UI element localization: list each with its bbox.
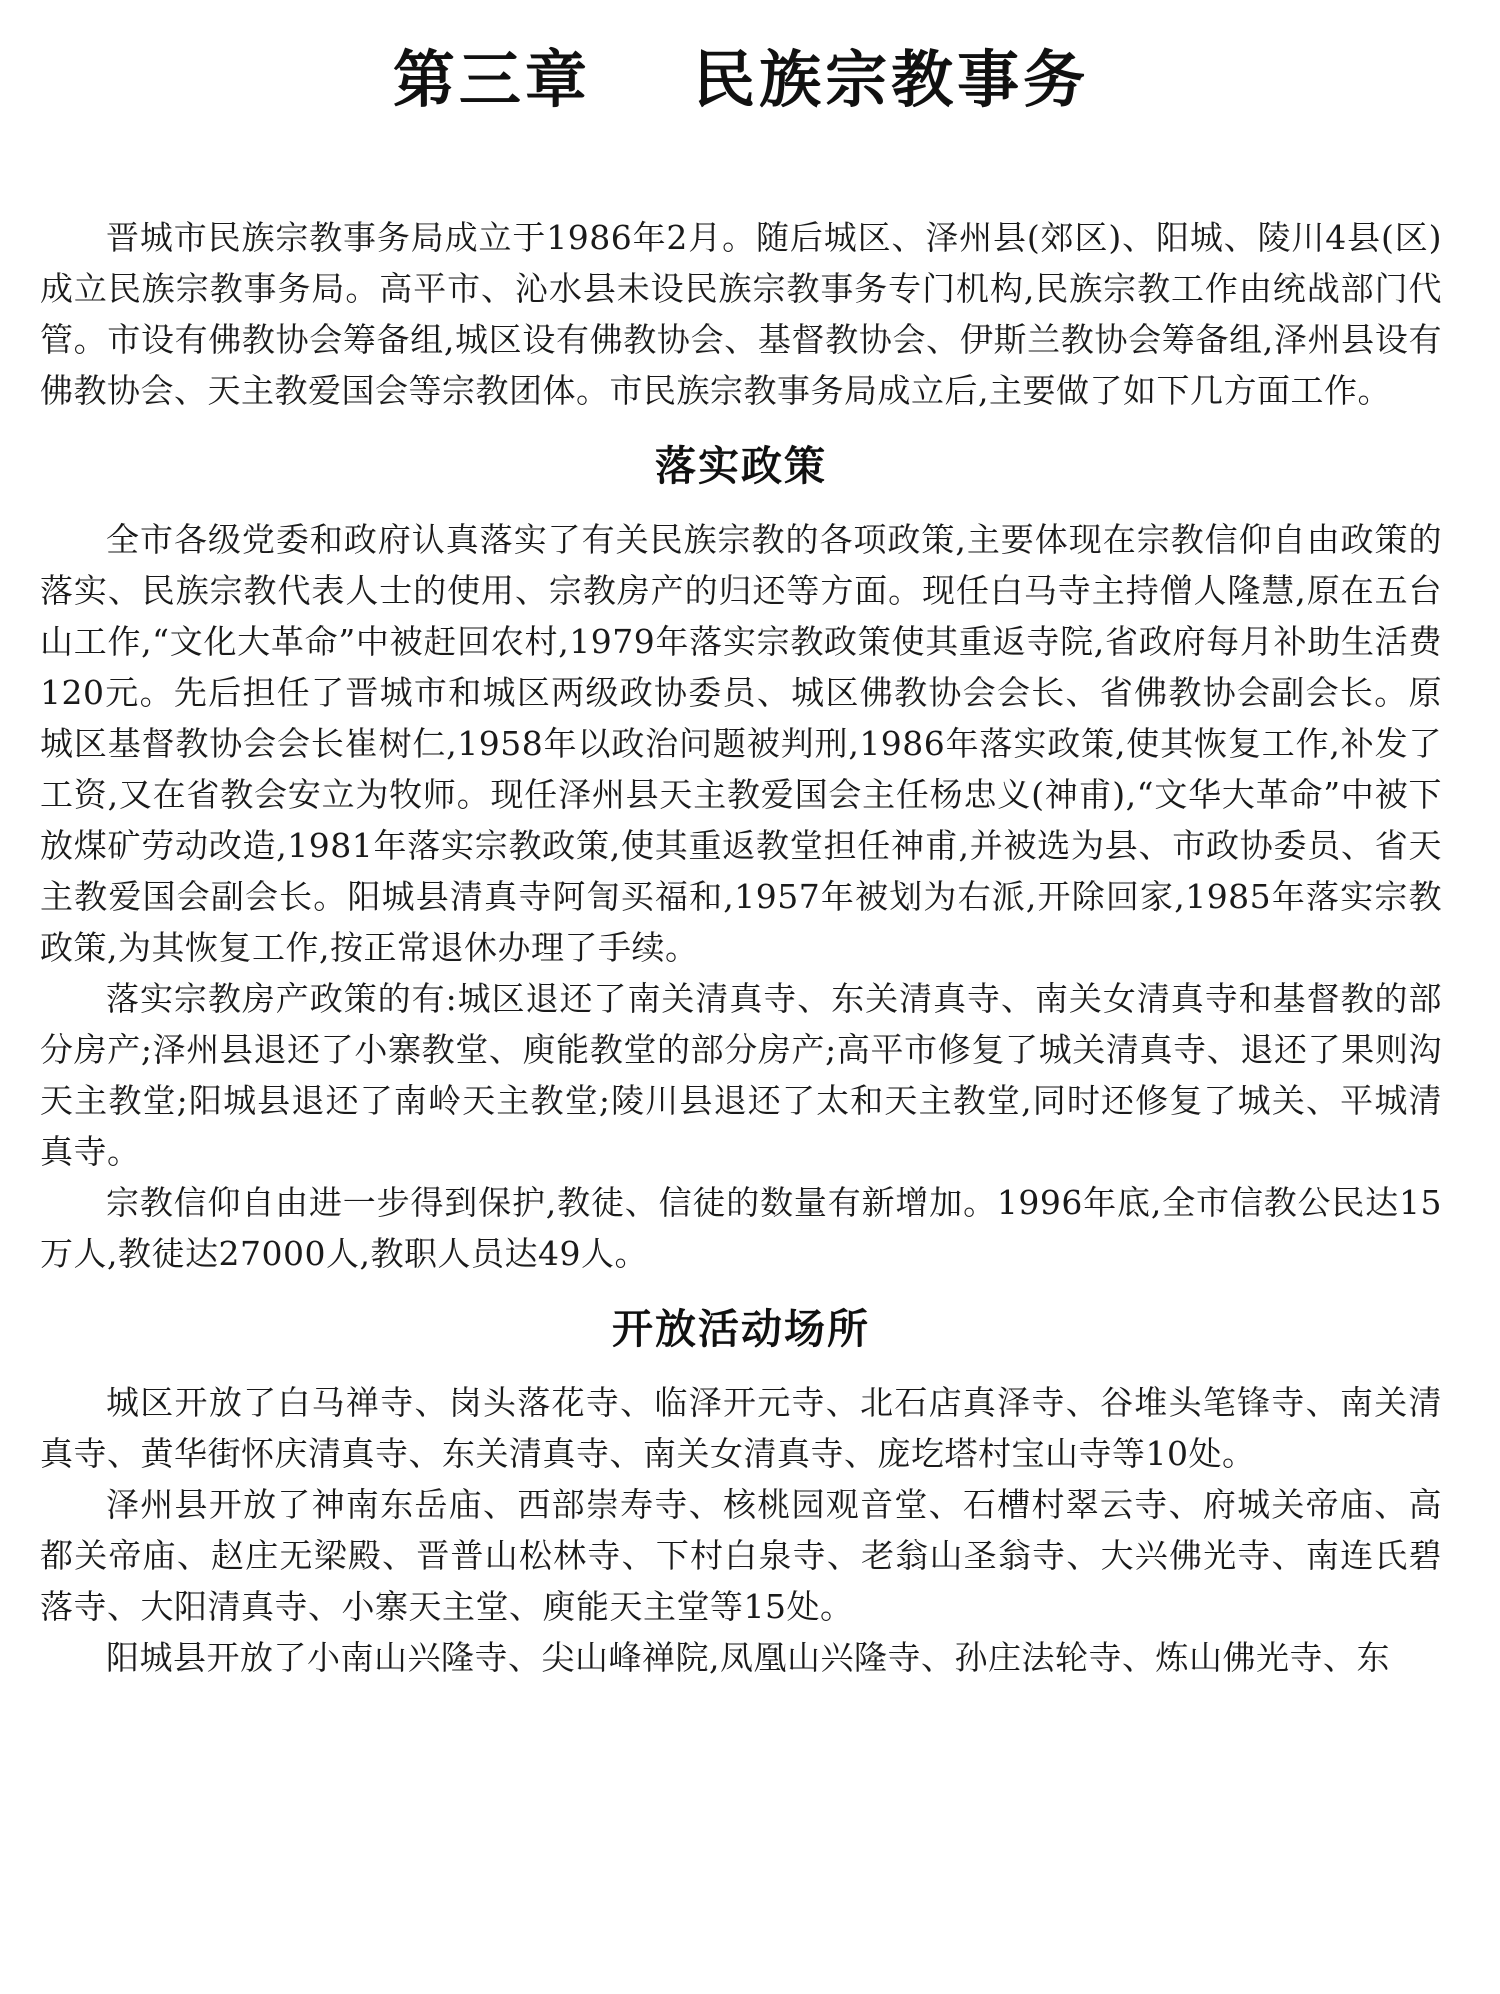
chapter-title: 第三章 民族宗教事务 xyxy=(392,43,1090,116)
venues-paragraph-3: 阳城县开放了小南山兴隆寺、尖山峰禅院,凤凰山兴隆寺、孙庄法轮寺、炼山佛光寺、东 xyxy=(106,1638,1390,1677)
section-policy xyxy=(40,438,1442,1279)
policy-paragraph-1: 全市各级党委和政府认真落实了有关民族宗教的各项政策,主要体现在宗教信仰自由政策的落实、民族宗教代表人士的使用、宗教房产的归还等方面。现任白马寺主持僧人隆慧,原在五台山工作,“文化大革命”中被赶回农村,1979年落实宗教政策使其重返寺院,省政府每月补助生活费120元。先后担任了晋城市和城区两级政协委员、城区佛教协会会长、省佛教协会副会长。原城区基督教协会会长崔树仁,1958年以政治问题被判刑,1986年落实政策,使其恢复工作,补发了工资,又在省教会安立为牧师。现任泽州县天主教爱国会主任杨忠义(神甫),“文华大革命”中被下放煤矿劳动改造,1981年落实宗教政策,使其重返教堂担任神甫,并被选为县、市政协委员、省天主教爱国会副会长。阳城县清真寺阿訇买福和,1957年被划为右派,开除回家,1985年落实宗教政策,为其恢复工作,按正常退休办理了手续。 xyxy=(40,520,1442,967)
section-venues xyxy=(40,1301,1442,1683)
venues-paragraph-2: 泽州县开放了神南东岳庙、西部崇寿寺、核桃园观音堂、石槽村翠云寺、府城关帝庙、高都关帝庙、赵庄无梁殿、晋普山松林寺、下村白泉寺、老翁山圣翁寺、大兴佛光寺、南连氏碧落寺、大阳清真寺、小寨天主堂、庾能天主堂等15处。 xyxy=(40,1485,1442,1626)
section-heading-policy: 落实政策 xyxy=(655,442,827,490)
venues-paragraph-1: 城区开放了白马禅寺、岗头落花寺、临泽开元寺、北石店真泽寺、谷堆头笔锋寺、南关清真寺、黄华街怀庆清真寺、东关清真寺、南关女清真寺、庞圪塔村宝山寺等10处。 xyxy=(40,1383,1442,1473)
policy-paragraph-3: 宗教信仰自由进一步得到保护,教徒、信徒的数量有新增加。1996年底,全市信教公民达15万人,教徒达27000人,教职人员达49人。 xyxy=(40,1183,1442,1273)
policy-paragraph-2: 落实宗教房产政策的有:城区退还了南关清真寺、东关清真寺、南关女清真寺和基督教的部分房产;泽州县退还了小寨教堂、庾能教堂的部分房产;高平市修复了城关清真寺、退还了果则沟天主教堂;阳城县退还了南岭天主教堂;陵川县退还了太和天主教堂,同时还修复了城关、平城清真寺。 xyxy=(40,979,1442,1171)
document-page xyxy=(40,0,1442,1683)
intro-section xyxy=(40,212,1442,416)
section-heading-venues: 开放活动场所 xyxy=(612,1305,870,1353)
intro-paragraph: 晋城市民族宗教事务局成立于1986年2月。随后城区、泽州县(郊区)、阳城、陵川4县(区)成立民族宗教事务局。高平市、沁水县未设民族宗教事务专门机构,民族宗教工作由统战部门代管。市设有佛教协会筹备组,城区设有佛教协会、基督教协会、伊斯兰教协会筹备组,泽州县设有佛教协会、天主教爱国会等宗教团体。市民族宗教事务局成立后,主要做了如下几方面工作。 xyxy=(40,218,1442,410)
